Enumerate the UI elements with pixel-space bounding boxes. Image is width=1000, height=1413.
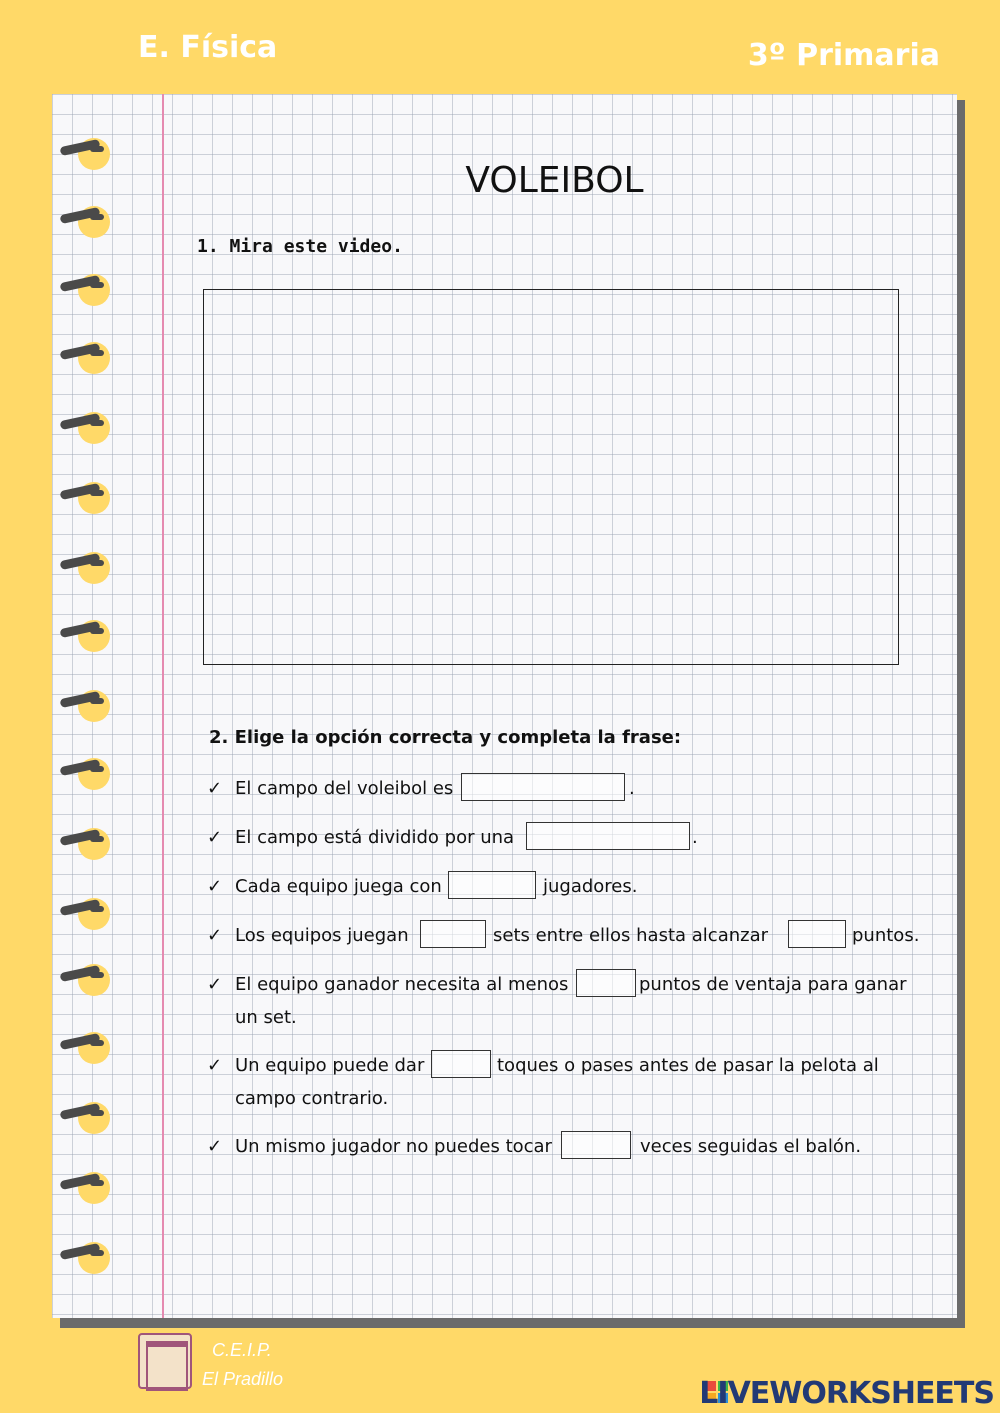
sentence-text: Cada equipo juega con bbox=[235, 876, 442, 897]
sentence-text: sets entre ellos hasta alcanzar bbox=[493, 925, 769, 946]
sentence-text: Los equipos juegan bbox=[235, 925, 409, 946]
page-title: VOLEIBOL bbox=[465, 160, 644, 201]
answer-field-2[interactable] bbox=[526, 822, 690, 850]
check-icon: ✓ bbox=[207, 925, 223, 946]
binder-ring-icon bbox=[60, 202, 116, 242]
sentence-text: . bbox=[629, 778, 635, 799]
binder-ring-icon bbox=[60, 548, 116, 588]
binder-ring-icon bbox=[60, 960, 116, 1000]
binder-ring-icon bbox=[60, 894, 116, 934]
sentence-text: . bbox=[692, 827, 698, 848]
sentence-text: campo contrario. bbox=[235, 1088, 389, 1109]
binder-ring-icon bbox=[60, 1028, 116, 1068]
answer-field-6[interactable] bbox=[576, 969, 636, 997]
binder-ring-icon bbox=[60, 270, 116, 310]
binder-ring-icon bbox=[60, 824, 116, 864]
binder-ring-icon bbox=[60, 338, 116, 378]
check-icon: ✓ bbox=[207, 974, 223, 995]
sentence-text: Un equipo puede dar bbox=[235, 1055, 425, 1076]
binder-ring-icon bbox=[60, 754, 116, 794]
margin-line bbox=[162, 94, 164, 1318]
check-icon: ✓ bbox=[207, 778, 223, 799]
school-name bbox=[202, 1336, 283, 1394]
school-line-1: C.E.I.P. bbox=[212, 1340, 272, 1360]
check-icon: ✓ bbox=[207, 1055, 223, 1076]
binder-ring-icon bbox=[60, 1098, 116, 1138]
answer-field-5[interactable] bbox=[788, 920, 846, 948]
sentence-text: un set. bbox=[235, 1007, 297, 1028]
answer-field-3[interactable] bbox=[448, 871, 536, 899]
brand-logo[interactable]: LIVEWORKSHEETS bbox=[699, 1376, 994, 1411]
school-logo-icon bbox=[138, 1333, 192, 1389]
binder-ring-icon bbox=[60, 1168, 116, 1208]
school-line-2: El Pradillo bbox=[202, 1369, 284, 1389]
sentence-text: Un mismo jugador no puedes tocar bbox=[235, 1136, 552, 1157]
check-icon: ✓ bbox=[207, 1136, 223, 1157]
binder-ring-icon bbox=[60, 408, 116, 448]
sentence-text: El equipo ganador necesita al menos bbox=[235, 974, 569, 995]
subject-label: E. Física bbox=[138, 30, 278, 65]
sentence-text: veces seguidas el balón. bbox=[640, 1136, 862, 1157]
grade-label: 3º Primaria bbox=[747, 38, 940, 73]
check-icon: ✓ bbox=[207, 827, 223, 848]
question-1: 1. Mira este video. bbox=[197, 236, 403, 257]
binder-ring-icon bbox=[60, 616, 116, 656]
sentence-text: toques o pases antes de pasar la pelota al bbox=[497, 1055, 879, 1076]
answer-field-8[interactable] bbox=[561, 1131, 631, 1159]
binder-ring-icon bbox=[60, 1238, 116, 1278]
notebook-page bbox=[52, 94, 957, 1318]
answer-field-1[interactable] bbox=[461, 773, 625, 801]
sentence-text: jugadores. bbox=[543, 876, 638, 897]
check-icon: ✓ bbox=[207, 876, 223, 897]
video-player[interactable] bbox=[203, 289, 899, 665]
sentence-text: El campo del voleibol es bbox=[235, 778, 454, 799]
answer-field-4[interactable] bbox=[420, 920, 486, 948]
answer-field-7[interactable] bbox=[431, 1050, 491, 1078]
sentence-text: puntos. bbox=[852, 925, 920, 946]
binder-ring-icon bbox=[60, 478, 116, 518]
sentence-text: puntos de ventaja para ganar bbox=[639, 974, 907, 995]
binder-ring-icon bbox=[60, 686, 116, 726]
sentence-text: El campo está dividido por una bbox=[235, 827, 515, 848]
question-2: 2. Elige la opción correcta y completa la frase: bbox=[209, 727, 682, 748]
